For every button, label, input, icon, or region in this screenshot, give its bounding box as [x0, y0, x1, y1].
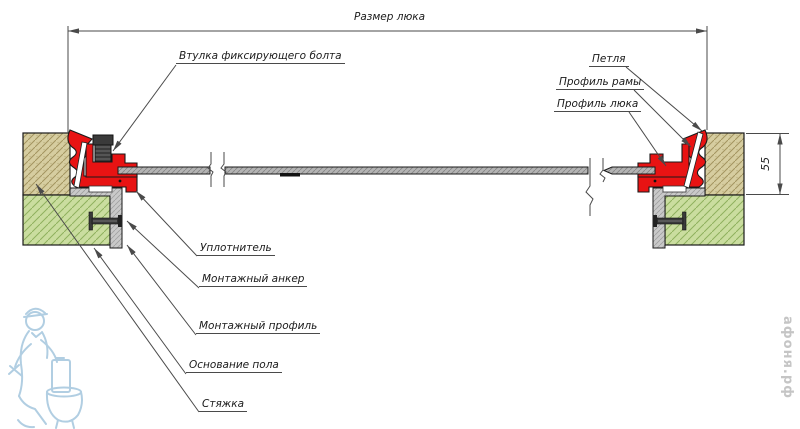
screed-block-right: [705, 133, 744, 195]
fixing-bolt-left: [93, 135, 113, 164]
site-watermark-text: афоня.рф: [780, 316, 795, 400]
dimension-55-value: 55: [759, 156, 773, 171]
hatch-panel: [118, 167, 655, 177]
label-hatch-profile: Профиль люка: [554, 98, 641, 112]
panel-gasket: [280, 173, 300, 177]
seal-strip-left: [89, 186, 112, 192]
screed-block-left: [23, 133, 70, 195]
bolt-hole-left: [119, 180, 122, 183]
label-hinge: Петля: [589, 53, 629, 67]
label-bolt-sleeve: Втулка фиксирующего болта: [176, 50, 345, 64]
label-mounting-anchor: Монтажный анкер: [199, 273, 307, 287]
label-floor-base: Основание пола: [186, 359, 282, 373]
label-frame-profile: Профиль рамы: [556, 76, 644, 90]
label-mounting-profile: Монтажный профиль: [196, 320, 320, 334]
label-screed: Стяжка: [199, 398, 247, 412]
seal-strip-right: [663, 186, 686, 192]
break-marks: [208, 152, 605, 216]
bolt-hole-right: [654, 180, 657, 183]
label-seal: Уплотнитель: [197, 242, 275, 256]
plumber-watermark: [9, 309, 82, 428]
leader-lines: [36, 65, 702, 412]
dimension-title: Размер люка: [354, 11, 426, 23]
